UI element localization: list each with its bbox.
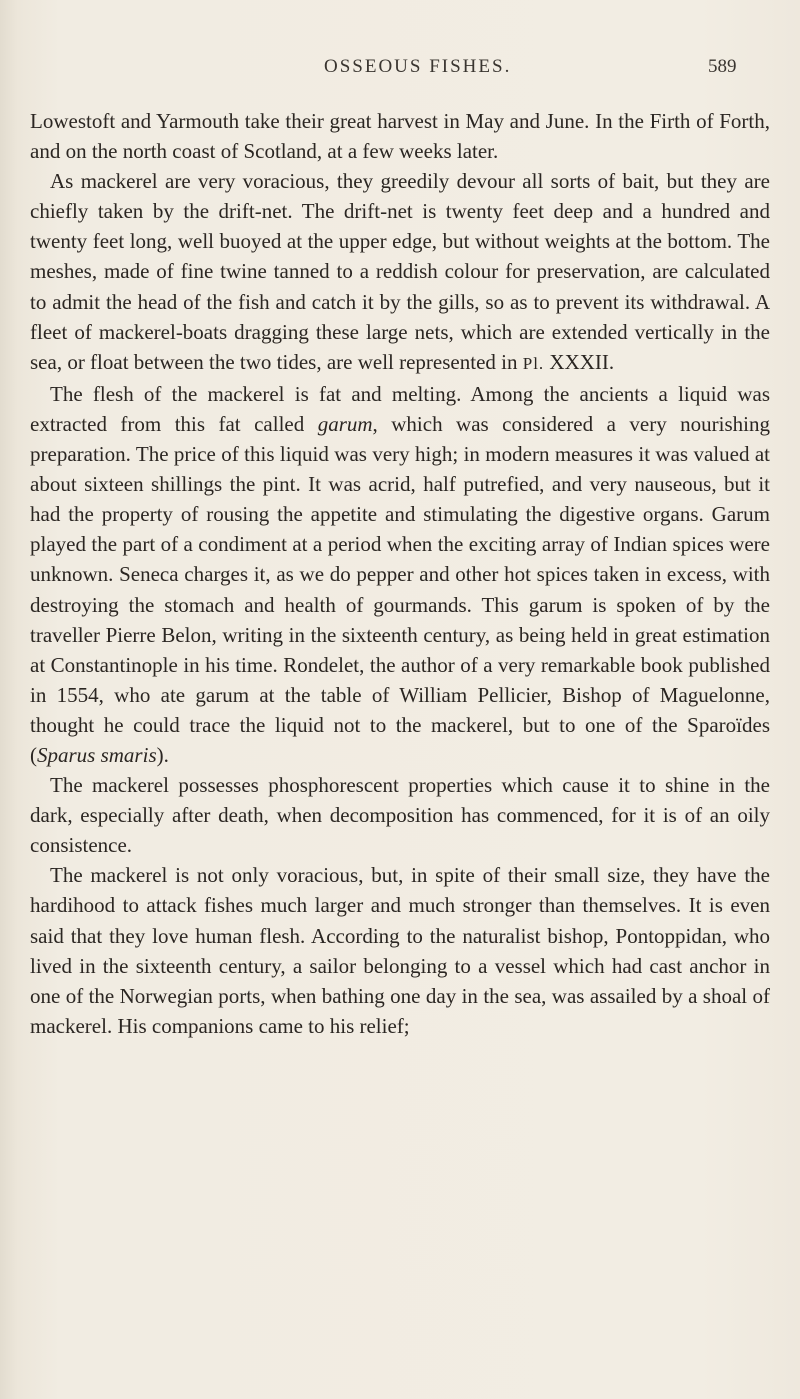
paragraph-4-text: The mackerel possesses phosphorescent properties which cause it to shine in the dark, especially after death, when decomposition has commenced, for it is of an oily consistence. <box>30 773 770 858</box>
paragraph-2-text: As mackerel are very voracious, they greedily devour all sorts of bait, but they are chiefly taken by the drift-net. The drift-net is twenty feet deep and a hundred and twenty feet long, well buoyed at the upper edge, but without weights at the bottom. The meshes, made of fine twine tanned to a reddish colour for preservation, are calculated to admit the head of the fish and catch it by the gills, so as to prevent its withdrawal. A fleet of mackerel-boats dragging these large nets, which are extended vertically in the sea, or float between the two tides, are well represented in <box>30 169 770 374</box>
paragraph-1-text: Lowestoft and Yarmouth take their great harvest in May and June. In the Firth of Forth, and on the north coast of Scotland, at a few weeks later. <box>30 109 770 164</box>
page-number: 589 <box>708 56 737 77</box>
paragraph-1 <box>30 106 770 166</box>
sparus-smaris-term: Sparus smaris <box>37 742 157 767</box>
running-title: OSSEOUS FISHES. <box>324 56 512 77</box>
body-text <box>30 106 770 1041</box>
paragraph-3-text-after: , which was considered a very nourishing preparation. The price of this liquid was very high; in modern measures it was valued at about sixteen shillings the pint. It was acrid, half putrefied, and very nauseous, but it had the property of rousing the appetite and stimulating the digestive organs. Garum played the part of a condiment at a period when the exciting array of Indian spices were unknown. Seneca charges it, as we do pepper and other hot spices taken in excess, with destroying the stomach and health of gourmands. This garum is spoken of by the traveller Pierre Belon, writing in the sixteenth century, as being held in great estimation at Constantinople in his time. Rondelet, the author of a very remarkable book published in 1554, who ate garum at the table of William Pellicier, Bishop of Maguelonne, thought he could trace the liquid not to the mackerel, but to one of the Sparoïdes ( <box>30 411 770 767</box>
paragraph-4 <box>30 770 770 860</box>
paragraph-3-text-before: The flesh of the mackerel is fat and melting. Among the ancients a liquid was extracted from this fat called <box>30 381 770 436</box>
paragraph-3-text-end: ). <box>156 742 169 767</box>
paragraph-5 <box>30 860 770 1041</box>
paragraph-3 <box>30 379 770 770</box>
paragraph-5-text: The mackerel is not only voracious, but, in spite of their small size, they have the hardihood to attack fishes much larger and much stronger than themselves. It is even said that they love human flesh. According to the naturalist bishop, Pontoppidan, who lived in the sixteenth century, a sailor belonging to a vessel which had cast anchor in one of the Norwegian ports, when bathing one day in the sea, was assailed by a shoal of mackerel. His companions came to his relief; <box>30 863 770 1038</box>
paragraph-2 <box>30 166 770 379</box>
plate-label: Pl. <box>522 353 545 373</box>
page-header <box>0 56 800 82</box>
garum-term: garum <box>317 411 373 436</box>
plate-number: XXXII. <box>544 349 615 374</box>
